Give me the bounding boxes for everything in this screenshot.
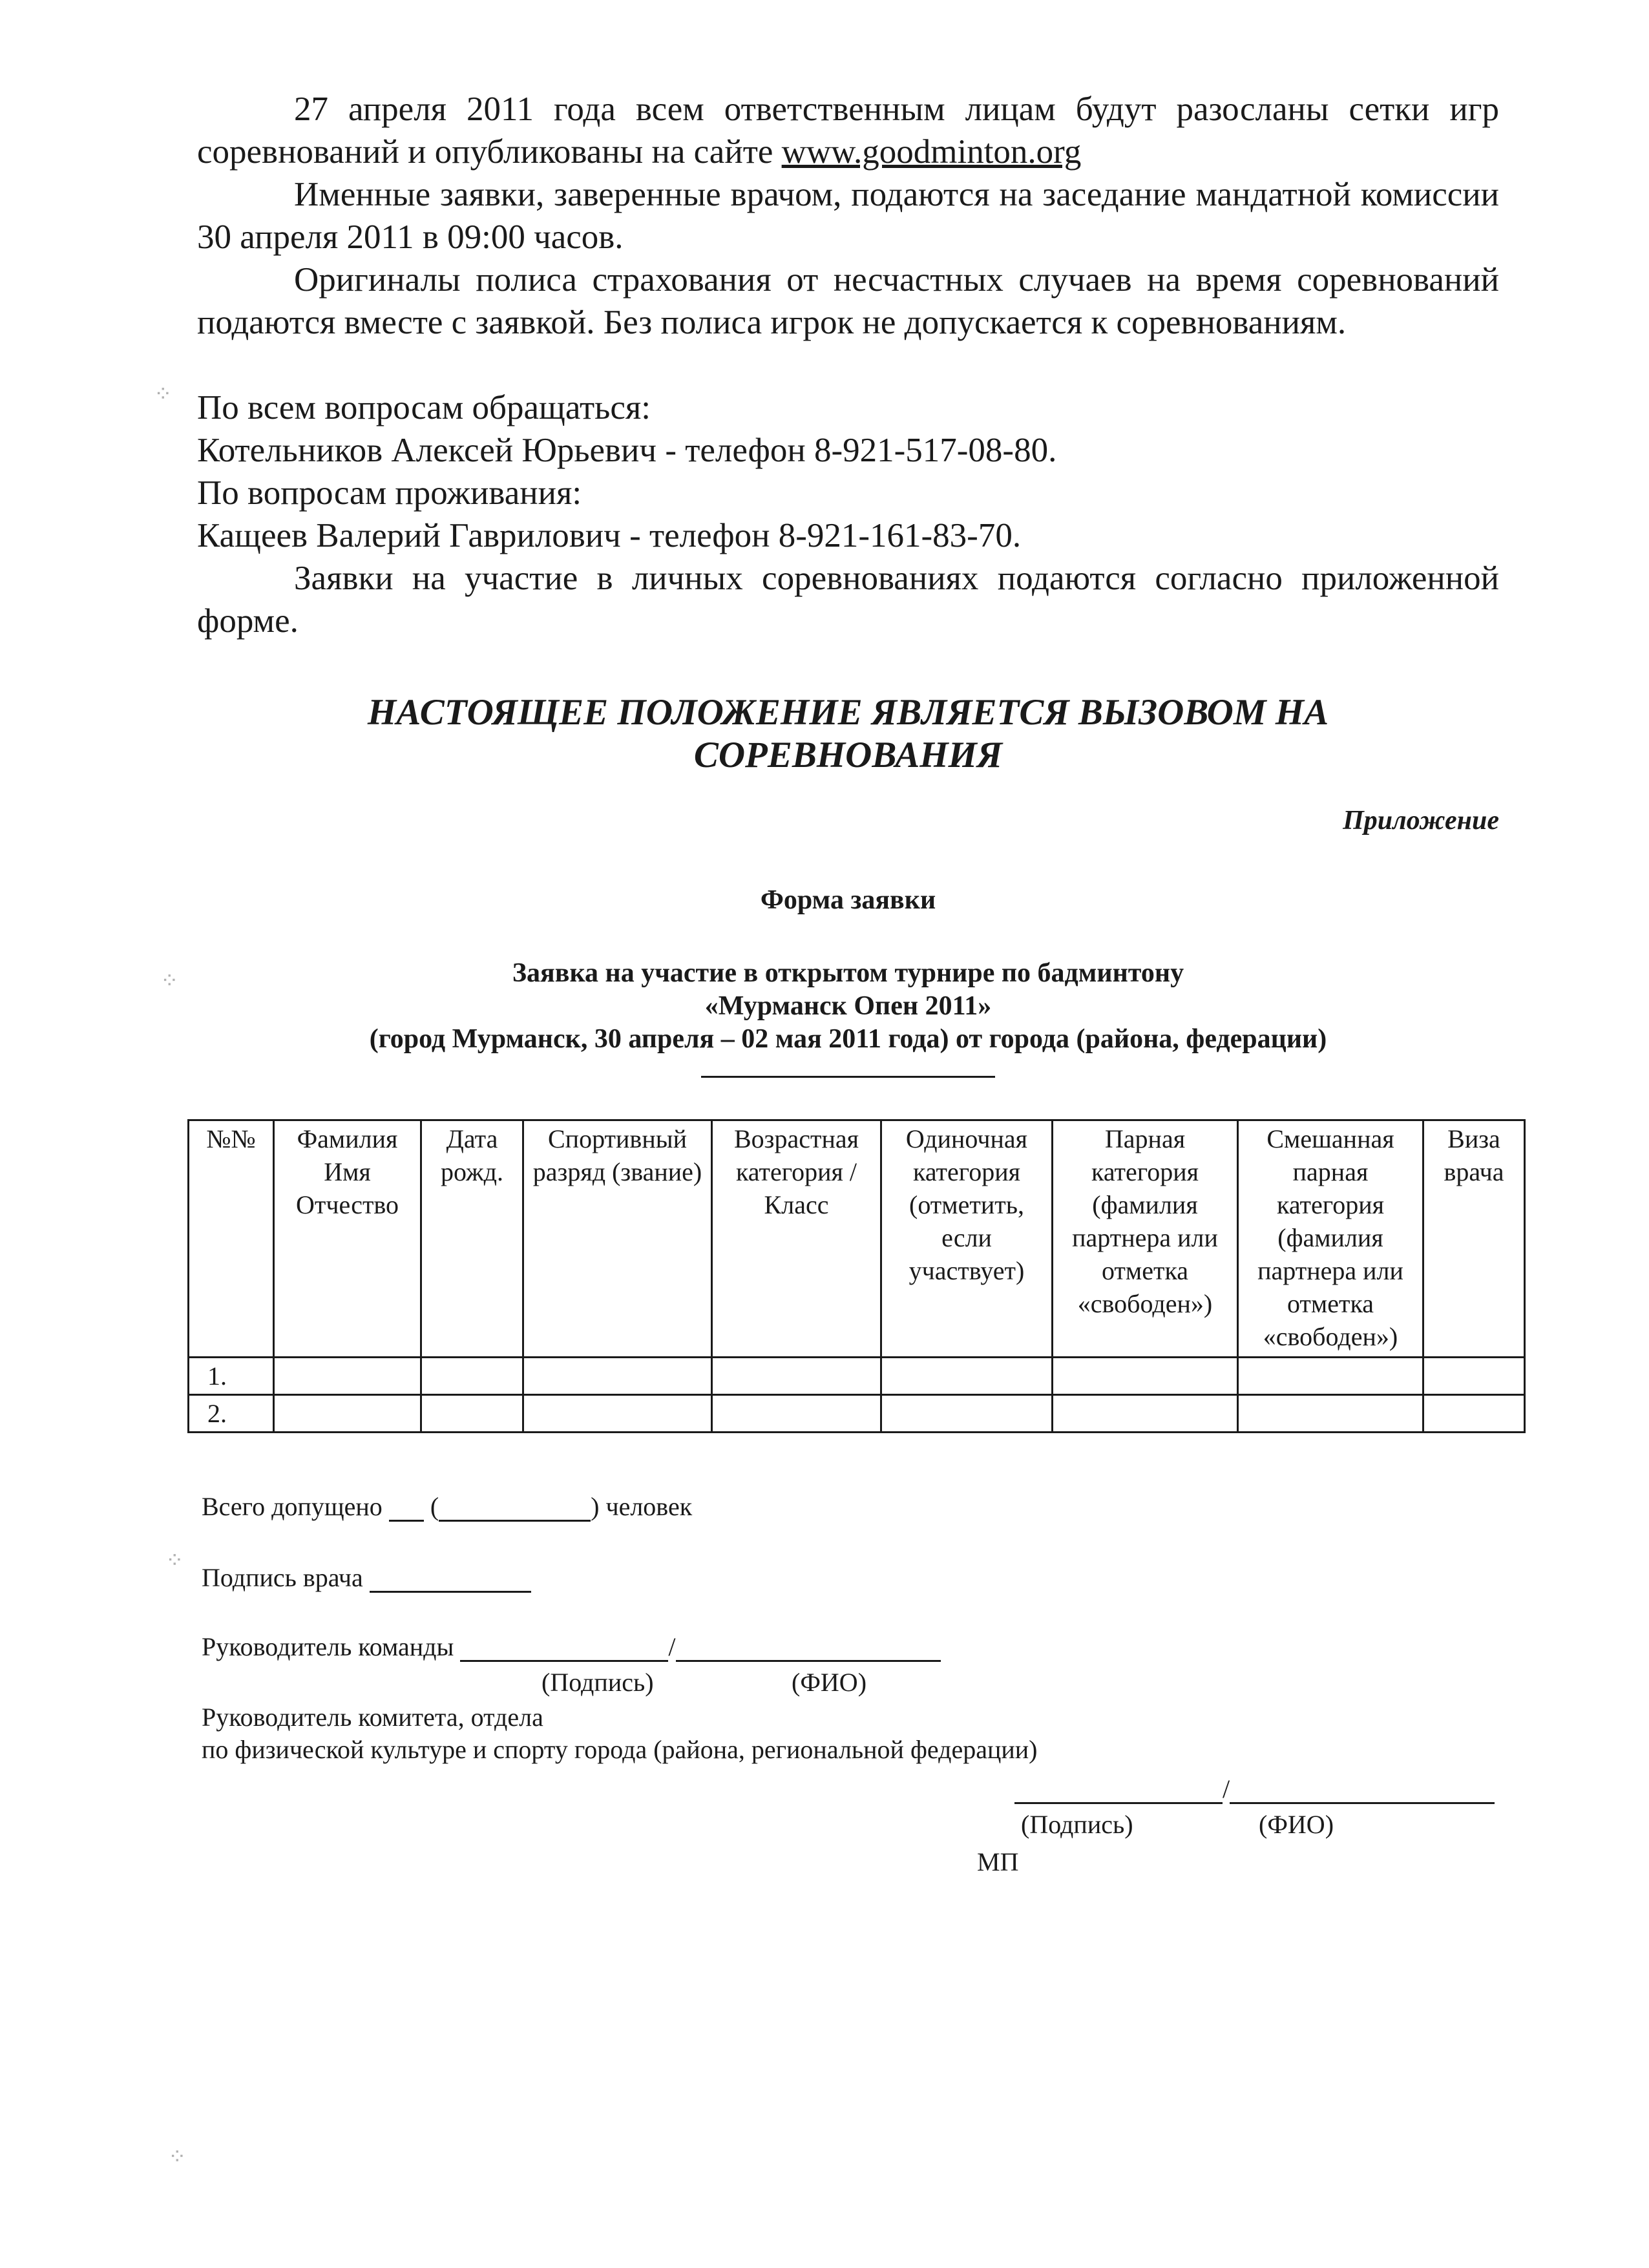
open-paren: ( (430, 1492, 439, 1521)
doctor-signature-label: Подпись врача (202, 1563, 363, 1592)
scan-speck: ⁘ (165, 1549, 184, 1573)
declaration-line-1: НАСТОЯЩЕЕ ПОЛОЖЕНИЕ ЯВЛЯЕТСЯ ВЫЗОВОМ НА (367, 692, 1329, 733)
website-link[interactable]: www.goodminton.org (781, 133, 1082, 171)
table-header-row (189, 1120, 1525, 1358)
row-number: 1. (189, 1358, 274, 1395)
appendix-label: Приложение (1343, 806, 1499, 835)
table-cell (274, 1358, 421, 1395)
stamp-mark: МП (977, 1847, 1019, 1876)
committee-name-caption: (ФИО) (1259, 1810, 1334, 1839)
doctor-signature-line (202, 1562, 531, 1593)
city-blank-line (701, 1076, 995, 1078)
application-table (187, 1119, 1526, 1433)
header-full-name: Фамилия Имя Отчество (274, 1120, 421, 1358)
table-cell (881, 1395, 1053, 1433)
contact-kashcheev: Кащеев Валерий Гаврилович - телефон 8-921-161-83-70. (197, 517, 1022, 554)
application-title-line-1: Заявка на участие в открытом турнире по бадминтону (512, 958, 1184, 988)
table-row (189, 1358, 1525, 1395)
table-cell (1053, 1358, 1238, 1395)
total-count-blank (389, 1520, 424, 1522)
application-title-line-3: (город Мурманск, 30 апреля – 02 мая 2011 года) от города (района, федерации) (369, 1024, 1327, 1054)
header-mixed-doubles: Смешанная парная категория (фамилия партнера или отметка «свободен») (1238, 1120, 1423, 1358)
header-birth-date: Дата рожд. (421, 1120, 523, 1358)
scan-speck: ⁘ (168, 2145, 187, 2169)
table-cell (523, 1358, 712, 1395)
team-lead-signature-caption: (Подпись) (541, 1668, 654, 1697)
team-lead-line: Руководитель команды / (202, 1632, 941, 1662)
paragraph-schedule (197, 88, 1499, 173)
close-paren: ) (591, 1492, 600, 1521)
table-cell (421, 1358, 523, 1395)
table-cell (1053, 1395, 1238, 1433)
header-number: №№ (189, 1120, 274, 1358)
paragraph-entry-form: Заявки на участие в личных соревнованиях подаются согласно приложенной форме. (197, 560, 1499, 640)
team-lead-name-caption: (ФИО) (792, 1668, 867, 1697)
table-cell (712, 1358, 881, 1395)
table-cell (712, 1395, 881, 1433)
paragraph-schedule-text: 27 апреля 2011 года всем ответственным лицам будут разосланы сетки игр соревнований и опубликованы на сайте (197, 90, 1499, 171)
header-doctor-visa: Виза врача (1423, 1120, 1525, 1358)
scan-speck: ⁘ (160, 969, 179, 993)
committee-name-blank (1230, 1802, 1495, 1804)
table-cell (1238, 1358, 1423, 1395)
team-lead-signature-blank (460, 1660, 668, 1662)
contacts-label: По всем вопросам обращаться: (197, 389, 651, 426)
table-cell (1238, 1395, 1423, 1433)
committee-signature-blank (1014, 1802, 1223, 1804)
header-singles: Одиночная категория (отметить, если участвует) (881, 1120, 1053, 1358)
form-title: Форма заявки (760, 885, 936, 915)
paragraph-applications: Именные заявки, заверенные врачом, подаются на заседание мандатной комиссии 30 апреля 2011 в 09:00 часов. (197, 176, 1499, 256)
contact-kotelnikov: Котельников Алексей Юрьевич - телефон 8-921-517-08-80. (197, 432, 1057, 469)
row-number: 2. (189, 1395, 274, 1433)
housing-label: По вопросам проживания: (197, 474, 582, 512)
table-cell (421, 1395, 523, 1433)
doctor-signature-blank (370, 1591, 531, 1593)
application-title-line-2: «Мурманск Опен 2011» (704, 991, 992, 1021)
header-doubles: Парная категория (фамилия партнера или отметка «свободен») (1053, 1120, 1238, 1358)
table-row (189, 1395, 1525, 1433)
committee-head-line-1: Руководитель комитета, отдела (202, 1703, 543, 1732)
declaration-line-2: СОРЕВНОВАНИЯ (693, 735, 1003, 775)
committee-signature-caption: (Подпись) (1021, 1810, 1133, 1839)
total-admitted-label: Всего допущено (202, 1492, 383, 1521)
table-cell (274, 1395, 421, 1433)
committee-signature-line: / (1014, 1774, 1495, 1804)
team-lead-label: Руководитель команды (202, 1632, 454, 1661)
paragraph-insurance: Оригиналы полиса страхования от несчастных случаев на время соревнований подаются вместе с заявкой. Без полиса игрок не допускается к соревнованиям. (197, 261, 1499, 341)
total-words-blank (439, 1520, 591, 1522)
committee-head-line-2: по физической культуре и спорту города (района, региональной федерации) (202, 1735, 1038, 1764)
table-cell (1423, 1395, 1525, 1433)
table-cell (523, 1395, 712, 1433)
table-cell (1423, 1358, 1525, 1395)
total-admitted-unit: человек (605, 1492, 693, 1521)
total-admitted-line (202, 1491, 692, 1522)
table-cell (881, 1358, 1053, 1395)
header-age-category: Возрастная категория / Класс (712, 1120, 881, 1358)
team-lead-name-blank (676, 1660, 941, 1662)
header-sport-rank: Спортивный разряд (звание) (523, 1120, 712, 1358)
scan-speck: ⁘ (154, 383, 173, 406)
